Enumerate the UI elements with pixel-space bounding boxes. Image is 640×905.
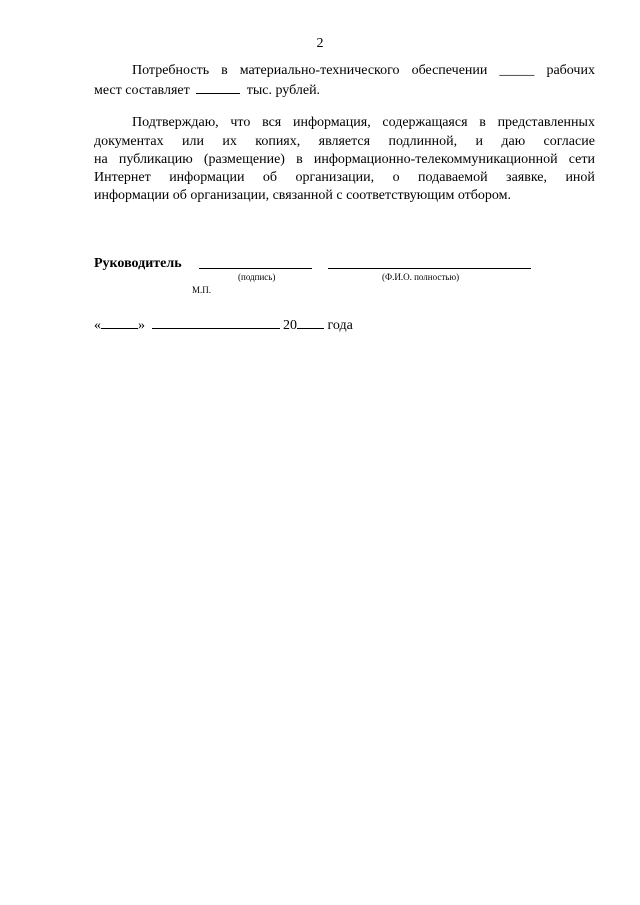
workplaces-blank: _____	[499, 63, 535, 78]
word: их	[222, 134, 237, 149]
word: представленных	[497, 115, 595, 130]
day-blank	[101, 316, 138, 329]
month-blank	[152, 316, 280, 329]
head-title: Руководитель	[94, 256, 182, 271]
word: рабочих	[546, 63, 595, 78]
word: даю	[501, 134, 526, 149]
paragraph-1-line-2	[94, 81, 320, 99]
word: что	[230, 115, 251, 130]
word: содержащаяся	[382, 115, 468, 130]
paragraph-2-line-3	[94, 152, 595, 168]
signature-line	[199, 268, 312, 269]
cost-blank	[196, 81, 240, 94]
paragraph-2-line-4	[94, 170, 595, 186]
stamp-label: М.П.	[192, 285, 212, 295]
word: сети	[568, 152, 595, 167]
word: иной	[565, 170, 595, 185]
word: или	[182, 134, 204, 149]
word: вся	[262, 115, 282, 130]
paragraph-1-line-1	[132, 63, 595, 79]
date-line	[94, 316, 353, 334]
word: о	[392, 170, 400, 185]
word: является	[318, 134, 371, 149]
word: Потребность	[132, 63, 210, 78]
word: подаваемой	[417, 170, 488, 185]
word: Интернет	[94, 170, 151, 185]
cost-unit: тыс. рублей.	[246, 83, 321, 98]
year-suffix: года	[327, 318, 353, 333]
word: и	[475, 134, 483, 149]
word: документах	[94, 134, 164, 149]
word: обеспечении	[411, 63, 488, 78]
signature-caption: (подпись)	[238, 272, 276, 282]
word: Подтверждаю,	[132, 115, 219, 130]
word: согласие	[543, 134, 595, 149]
word: в	[479, 115, 486, 130]
paragraph-2-line-2	[94, 134, 595, 150]
word: материально-технического	[239, 63, 400, 78]
word: подлинной,	[388, 134, 458, 149]
close-quote: »	[138, 318, 145, 333]
year-prefix: 20	[283, 318, 297, 333]
full-name-line	[328, 268, 531, 269]
word: на	[94, 152, 108, 167]
page-number: 2	[316, 36, 324, 51]
full-name-caption: (Ф.И.О. полностью)	[382, 272, 460, 282]
open-quote: «	[94, 318, 101, 333]
paragraph-2-line-5: информации об организации, связанной с соответствующим отбором.	[94, 188, 511, 203]
word: в	[296, 152, 303, 167]
word: информация,	[292, 115, 371, 130]
cost-label: мест составляет	[94, 83, 190, 98]
word: информации	[169, 170, 245, 185]
year-blank	[297, 316, 324, 329]
word: заявке,	[506, 170, 548, 185]
word: копиях,	[255, 134, 301, 149]
word: организации,	[295, 170, 375, 185]
word: публикацию	[118, 152, 193, 167]
word: (размещение)	[203, 152, 285, 167]
paragraph-2-line-1	[132, 115, 595, 131]
word: информационно-телекоммуникационной	[313, 152, 558, 167]
word: в	[221, 63, 228, 78]
word: об	[262, 170, 278, 185]
